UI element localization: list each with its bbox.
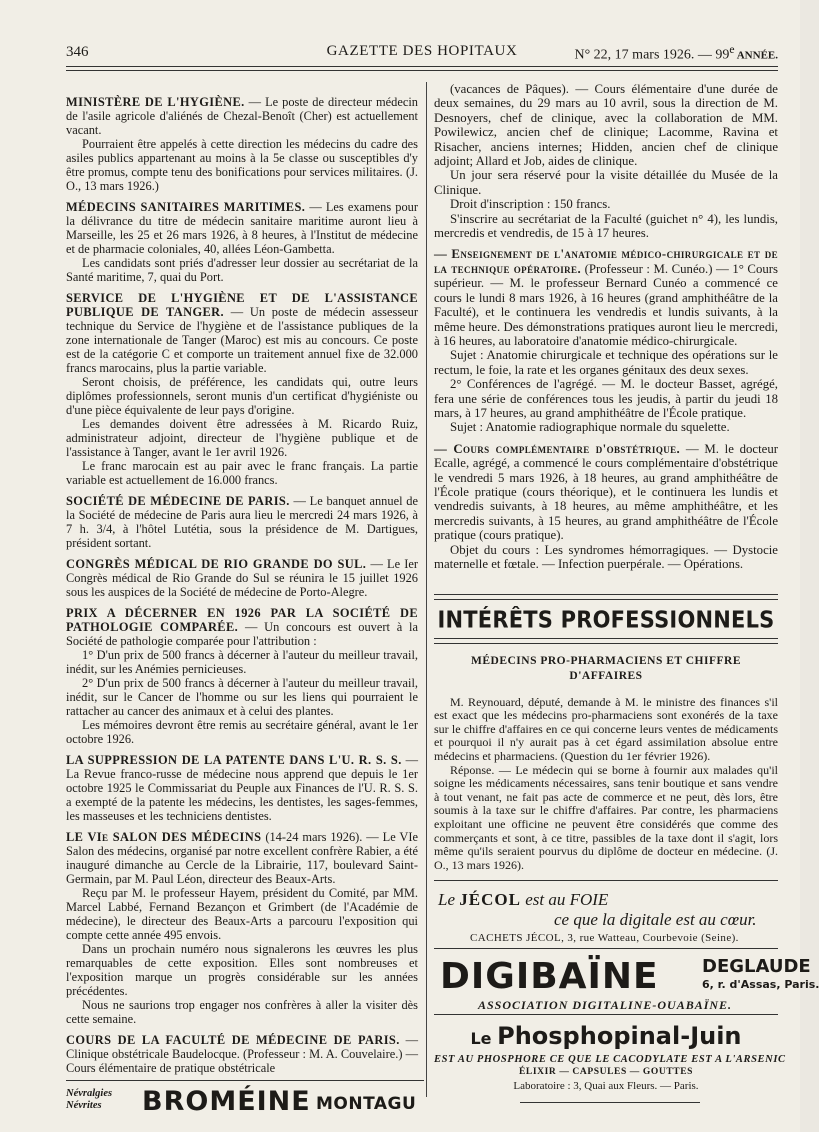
paragraph-text: — M. le docteur Ecalle, agrégé, a commencé le cours complémentaire d'obstétrique le vendredi 5 mars 1926, à 18 heures, au grand amphithéâtre de l'École pratique (cours théorique), et le continuera les lundis et vendredis suivants, à 18 heures, au même amphithéâtre, et les mercredis suivants, à 15 heures, au grand amphithéâtre de l'École pratique (cours pratique).	[434, 441, 778, 543]
paragraph	[66, 256, 418, 284]
paragraph-text: — La Revue franco-russe de médecine nous apprend que depuis le 1er octobre 1925 le Commissariat du Peuple aux Finances de l'U. R. S. S. a exempté de la patente les médecins, les dentistes, les sages-femmes, les masseuses et les techniciens dentistes.	[66, 753, 418, 823]
section-heading: LA SUPPRESSION DE LA PATENTE DANS L'U. R. S. S.	[66, 753, 402, 767]
ad-jecol-line1: Le JÉCOL est au FOIE	[438, 890, 609, 909]
paragraph-text: Les demandes doivent être adressées à M. Ricardo Ruiz, administrateur adjoint, directeur de l'hygiène publique et de l'assistance à Tanger, avant le 1er avril 1926.	[66, 417, 418, 459]
paragraph	[66, 459, 418, 487]
section-rule	[434, 594, 778, 600]
paragraph-text: 2° Conférences de l'agrégé. — M. le docteur Basset, agrégé, fera une série de conférences tous les jeudis, à partir du jeudi 18 mars, à 17 heures, au grand amphithéâtre de l'École pratique.	[434, 377, 778, 420]
paragraph-text: S'inscrire au secrétariat de la Faculté (guichet n° 4), les lundis, mercredis et vendredis, de 15 à 17 heures.	[434, 211, 778, 241]
paragraph-text: — Le Ier Congrès médical de Rio Grande do Sul se réunira le 15 juillet 1926 sous les auspices de la Société de médecine de Porto-Alegre.	[66, 557, 418, 599]
interets-subtitle: MÉDECINS PRO-PHARMACIENS ET CHIFFRE D'AFFAIRES	[471, 655, 741, 682]
paragraph	[66, 648, 418, 676]
section-heading: — Cours complémentaire d'obstétrique.	[434, 441, 681, 456]
section-heading: LE VIe SALON DES MÉDECINS	[66, 830, 262, 844]
paragraph-text: Un jour sera réservé pour la visite détaillée du Musée de la Clinique.	[434, 168, 778, 197]
paragraph	[434, 543, 778, 572]
ad-phosphopinal-forms: ÉLIXIR — CAPSULES — GOUTTES	[518, 1067, 694, 1077]
paragraph-text: Les candidats sont priés d'adresser leur dossier au secrétariat de la Santé maritime, 7, quai du Port.	[66, 256, 418, 284]
section-heading: MINISTÈRE DE L'HYGIÈNE.	[66, 95, 245, 109]
right-column	[434, 82, 778, 571]
section-heading: — Enseignement de l'anatomie médico-chirurgicale et de la technique opératoire.	[434, 247, 778, 276]
ad-phosphopinal-name: Le Phosphopinal-Juin	[470, 1022, 742, 1050]
paragraph	[434, 696, 778, 764]
section-heading: COURS DE LA FACULTÉ DE MÉDECINE DE PARIS.	[66, 1033, 400, 1047]
paragraph	[434, 348, 778, 377]
ad-bromeine-indications: Névralgies Névrites	[66, 1088, 113, 1111]
ad-jecol-address: CACHETS JÉCOL, 3, rue Watteau, Courbevoie (Seine).	[470, 932, 739, 944]
left-column	[66, 88, 418, 1075]
ad-digibaine-maker: DEGLAUDE	[702, 956, 811, 977]
paragraph-text: — Clinique obstétricale Baudelocque. (Professeur : M. A. Couvelaire.) — Cours élémentaire de pratique obstétricale	[66, 1033, 418, 1075]
paragraph	[434, 197, 778, 211]
paragraph-text: — Les examens pour la délivrance du titre de médecin sanitaire maritime auront lieu à Marseille, les 25 et 26 mars 1926, à 8 heures, à l'Institut de médecine et de pharmacie coloniales, 40, allées Léon-Gambetta.	[66, 200, 418, 256]
interets-title: INTÉRÊTS PROFESSIONNELS	[437, 606, 775, 634]
paragraph-text: (Professeur : M. Cunéo.) — 1° Cours supérieur. — M. le professeur Bernard Cunéo a commencé ce cours le lundi 8 mars 1926, à 16 heures (grand amphithéâtre de la Faculté), et le continuera les vendredis et lundis suivants, à la même heure. Des démonstrations pratiques auront lieu le mercredi, à 16 heures, au laboratoire d'anatomie médico-chirurgicale.	[434, 261, 778, 348]
paragraph	[434, 764, 778, 873]
ad-phosphopinal-tagline: EST AU PHOSPHORE CE QUE LE CACODYLATE EST A L'ARSENIC	[434, 1054, 786, 1065]
paragraph	[434, 82, 778, 168]
paragraph-text: Les mémoires devront être remis au secrétaire général, avant le 1er octobre 1926.	[66, 718, 418, 746]
paragraph	[66, 998, 418, 1026]
journal-title: GAZETTE DES HOPITAUX	[326, 43, 518, 59]
section-heading-paragraph	[66, 753, 418, 823]
section-heading-paragraph	[66, 200, 418, 256]
ad-phosphopinal	[434, 1022, 786, 1092]
page-number: 346	[66, 44, 89, 60]
paragraph-text: (vacances de Pâques). — Cours élémentaire d'une durée de deux semaines, du 29 mars au 10 avril, sous la direction de M. Desnoyers, chef de clinique, avec la collaboration de MM. Powilewicz, ancien chef de clinique; Lacomme, Ravina et Risacher, anciens internes; Hidden, ancien chef de clinique adjoint; Allard et Job, aides de clinique.	[434, 82, 778, 169]
ad-separator	[66, 1080, 424, 1081]
paragraph	[66, 886, 418, 942]
paragraph	[66, 676, 418, 718]
paragraph-text: Seront choisis, de préférence, les candidats qui, outre leurs diplômes professionnels, seront munis d'un certificat d'hygiéniste ou d'une pièce équivalente de leur pays d'origine.	[66, 375, 418, 417]
ad-phosphopinal-lab: Laboratoire : 3, Quai aux Fleurs. — Paris.	[513, 1080, 699, 1092]
ad-digibaine-name: DIGIBAÏNE	[440, 956, 659, 997]
paragraph	[66, 137, 418, 193]
ad-digibaine-association: ASSOCIATION DIGITALINE-OUABAÏNE.	[478, 998, 733, 1012]
paragraph-text: 2° D'un prix de 500 francs à décerner à l'auteur du meilleur travail, inédit, sur le Cancer de l'homme ou sur les liens qui pourraient le rattacher au cancer des animaux et à celui des plantes.	[66, 676, 418, 718]
interets-body	[434, 696, 778, 873]
section-heading-paragraph	[66, 291, 418, 375]
paragraph-text: Sujet : Anatomie chirurgicale et technique des opérations sur le rectum, le foie, la rate et les organes génitaux des deux sexes.	[434, 348, 778, 377]
paragraph-text: Dans un prochain numéro nous signalerons les œuvres les plus remarquables de cette exposition. Elles sont nombreuses et l'exposition marque un progrès considérable sur les années précédentes.	[66, 942, 418, 998]
paragraph-text: (14-24 mars 1926). — Le VIe Salon des médecins, organisé par notre excellent confrère Rabier, a été inauguré dimanche au Cercle de la Librairie, 117, boulevard Saint-Germain, par M. Paul Léon, directeur des Beaux-Arts.	[66, 830, 418, 886]
ad-digibaine-address: 6, r. d'Assas, Paris.	[702, 978, 819, 991]
paragraph-text: — Un poste de médecin assesseur technique du Service de l'hygiène et de l'assistance publiques de la zone internationale de Tanger (Maroc) est mis au concours. Ce poste est de la catégorie C et comporte un traitement annuel fixe de 32.000 francs marocains, plus la partie variable.	[66, 305, 418, 375]
paragraph-text: Reçu par M. le professeur Hayem, président du Comité, par MM. Marcel Labbé, Fernand Bezançon et Grimbert (de l'Académie de médecine), le directeur des Beaux-Arts a parcouru l'exposition qui compte cette année 495 envois.	[66, 886, 418, 942]
paragraph	[66, 718, 418, 746]
section-heading-paragraph	[434, 247, 778, 348]
ad-separator	[434, 948, 778, 949]
paragraph	[66, 417, 418, 459]
paragraph	[434, 212, 778, 241]
paragraph	[434, 377, 778, 420]
section-heading-paragraph	[66, 830, 418, 886]
ad-separator	[434, 1014, 778, 1015]
paragraph	[66, 375, 418, 417]
section-heading-paragraph	[434, 442, 778, 543]
section-heading-paragraph	[66, 557, 418, 599]
interets-rule	[434, 638, 778, 644]
paragraph-text: Pourraient être appelés à cette direction les médecins du cadre des asiles publics appartenant au moins à la 5e classe ou susceptibles d'y être promus, compte tenu des bonifications pour services militaires. (J. O., 13 mars 1926.)	[66, 137, 418, 193]
issue-info: N° 22, 17 mars 1926. — 99e ANNÉE.	[574, 43, 778, 63]
ad-bromeine-maker: MONTAGU	[316, 1094, 417, 1114]
column-divider	[426, 82, 427, 1097]
ad-end-rule	[520, 1102, 700, 1103]
section-heading-paragraph	[66, 1033, 418, 1075]
paragraph-text: Le franc marocain est au pair avec le franc français. La partie variable est actuellement de 16.000 francs.	[66, 459, 418, 487]
section-heading: SERVICE DE L'HYGIÈNE ET DE L'ASSISTANCE PUBLIQUE DE TANGER.	[66, 291, 418, 319]
header-rule	[66, 66, 778, 67]
paragraph-text: — Un concours est ouvert à la Société de pathologie comparée pour l'attribution :	[66, 620, 418, 648]
interets-section	[434, 650, 778, 872]
section-heading: PRIX A DÉCERNER EN 1926 PAR LA SOCIÉTÉ DE PATHOLOGIE COMPARÉE.	[66, 606, 418, 634]
paragraph-text: — Le banquet annuel de la Société de médecine de Paris aura lieu le mercredi 24 mars 1926, à 7 h. 3/4, à l'hôtel Lutétia, sous la présidence de M. Dartigues, président sortant.	[66, 494, 418, 550]
section-heading-paragraph	[66, 606, 418, 648]
paragraph	[434, 420, 778, 434]
section-heading: SOCIÉTÉ DE MÉDECINE DE PARIS.	[66, 494, 290, 508]
section-heading: CONGRÈS MÉDICAL DE RIO GRANDE DO SUL.	[66, 557, 367, 571]
paragraph-text: — Le poste de directeur médecin de l'asile agricole d'aliénés de Chezal-Benoît (Cher) est actuellement vacant.	[66, 95, 418, 137]
page-header	[66, 40, 778, 64]
section-heading-paragraph	[66, 95, 418, 137]
ad-separator	[434, 880, 778, 881]
ad-jecol-line2: ce que la digitale est au cœur.	[554, 910, 757, 929]
section-heading-paragraph	[66, 494, 418, 550]
paragraph-text: Objet du cours : Les syndromes hémorragiques. — Dystocie maternelle et fœtale. — Infection puerpérale. — Opérations.	[434, 542, 778, 571]
paragraph-text: Sujet : Anatomie radiographique normale du squelette.	[450, 420, 730, 435]
paragraph	[434, 168, 778, 197]
ad-bromeine	[66, 1086, 424, 1118]
ad-bromeine-name: BROMÉINE	[142, 1086, 311, 1117]
paragraph	[66, 942, 418, 998]
section-heading: MÉDECINS SANITAIRES MARITIMES.	[66, 200, 306, 214]
header-rule-thin	[66, 70, 778, 71]
paragraph-text: Nous ne saurions trop engager nos confrères à aller la visiter dès cette semaine.	[66, 998, 418, 1026]
paragraph-text: Droit d'inscription : 150 francs.	[450, 197, 611, 212]
paragraph-text: 1° D'un prix de 500 francs à décerner à l'auteur du meilleur travail, inédit, sur les Anémies pernicieuses.	[66, 648, 418, 676]
paragraph-text: M. Reynouard, député, demande à M. le ministre des finances s'il est exact que les médecins pro-pharmaciens sont exonérés de la taxe sur le chiffre d'affaires en ce qui concerne leurs ventes de médicaments et pourquoi il n'y aurait pas à cet égard assimilation absolue entre médecins et pharmaciens. (Question du 1er février 1926).	[434, 694, 778, 763]
paragraph-text: Réponse. — Le médecin qui se borne à fournir aux malades qu'il soigne les médicaments nécessaires, sans tenir boutique et sans vendre à tout venant, ne fait pas acte de commerce et ne peut, dès lors, être soumis à la taxe sur le chiffre d'affaires. Par contre, les pharmaciens exploitant une officine ne peuvent être considérés que comme des commerçants et sont, à ce titre, passibles de la taxe dont il s'agit, lors même qu'ils seraient pourvus du diplôme de docteur en médecine. (J. O., 13 mars 1926).	[434, 762, 778, 872]
